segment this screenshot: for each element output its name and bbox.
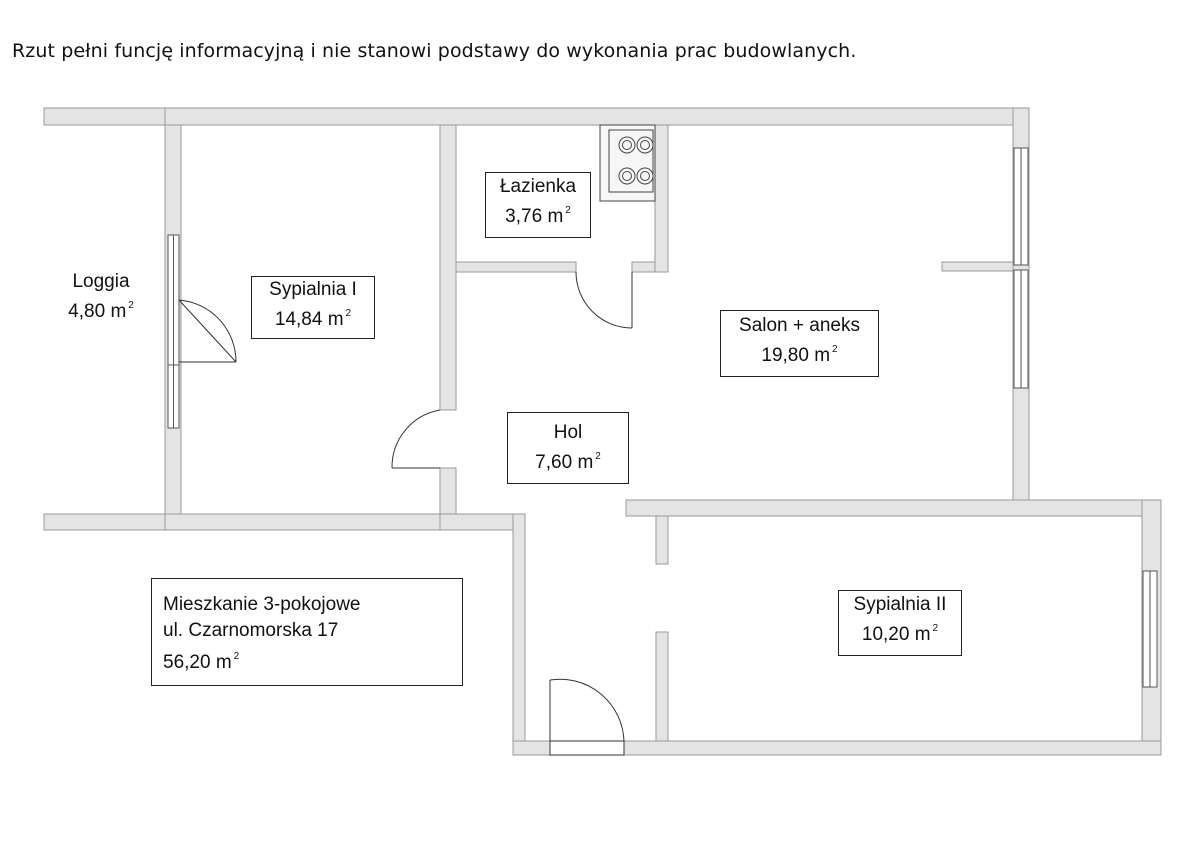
wall-bottom-entrance bbox=[513, 741, 550, 755]
door-bedroom1 bbox=[392, 410, 440, 468]
wall-salon-partial bbox=[942, 262, 1013, 271]
apartment-address: ul. Czarnomorska 17 bbox=[163, 620, 339, 641]
room-name: Loggia bbox=[72, 271, 130, 292]
wall-top-loggia bbox=[44, 108, 165, 125]
room-area: 3,76 bbox=[505, 206, 543, 227]
door-bathroom bbox=[576, 272, 632, 328]
room-name: Łazienka bbox=[499, 176, 577, 197]
room-label-sypialnia-1: Sypialnia I 14,84 m $^2$ bbox=[251, 276, 375, 339]
room-label-sypialnia-2: Sypialnia II 10,20 m $^2$ bbox=[838, 590, 962, 656]
room-area: 19,80 bbox=[761, 345, 809, 366]
room-label-lazienka: Łazienka 3,76 m $^2$ bbox=[485, 172, 591, 238]
room-label-salon: Salon + aneks 19,80 m $^2$ bbox=[720, 310, 879, 377]
wall-bedroom1-hol-top bbox=[440, 125, 456, 410]
wall-bathroom-right bbox=[655, 125, 668, 272]
door-loggia bbox=[179, 300, 236, 362]
room-name: Sypialnia I bbox=[269, 279, 357, 300]
room-name: Salon + aneks bbox=[739, 315, 860, 336]
wall-bottom-bedroom1 bbox=[165, 514, 440, 530]
door-bedroom2 bbox=[550, 679, 624, 741]
wall-top bbox=[165, 108, 1029, 125]
stove-icon bbox=[600, 125, 655, 201]
wall-bathroom-bottom bbox=[456, 262, 576, 272]
wall-corridor-bedroom2-bottom bbox=[656, 632, 668, 741]
wall-corridor-left bbox=[513, 514, 525, 755]
apartment-type: Mieszkanie 3-pokojowe bbox=[163, 594, 361, 615]
wall-bedroom1-hol-bottom bbox=[440, 468, 456, 514]
room-label-loggia: Loggia 4,80 m $^2$ bbox=[58, 270, 144, 324]
room-name: Sypialnia II bbox=[853, 594, 947, 615]
room-area: 4,80 bbox=[68, 301, 106, 322]
apartment-area: 56,20 m $^2$ bbox=[163, 651, 240, 673]
room-area: 10,20 bbox=[861, 624, 910, 645]
wall-corridor-bedroom2-top bbox=[656, 516, 668, 564]
wall-bottom-loggia bbox=[44, 514, 165, 530]
wall-salon-bedroom2 bbox=[626, 500, 1161, 516]
room-area: 7,60 bbox=[535, 452, 573, 473]
wall-hol-left-stub bbox=[440, 514, 525, 530]
room-area: 14,84 bbox=[274, 309, 323, 330]
wall-bottom-bedroom2 bbox=[624, 741, 1161, 755]
room-label-hol: Hol 7,60 m $^2$ bbox=[507, 412, 629, 484]
disclaimer-text: Rzut pełni funcję informacyjną i nie stanowi podstawy do wykonania prac budowlanych. bbox=[12, 40, 857, 62]
room-name: Hol bbox=[553, 422, 583, 443]
apartment-info-box bbox=[151, 578, 463, 686]
entrance-threshold bbox=[550, 741, 624, 755]
